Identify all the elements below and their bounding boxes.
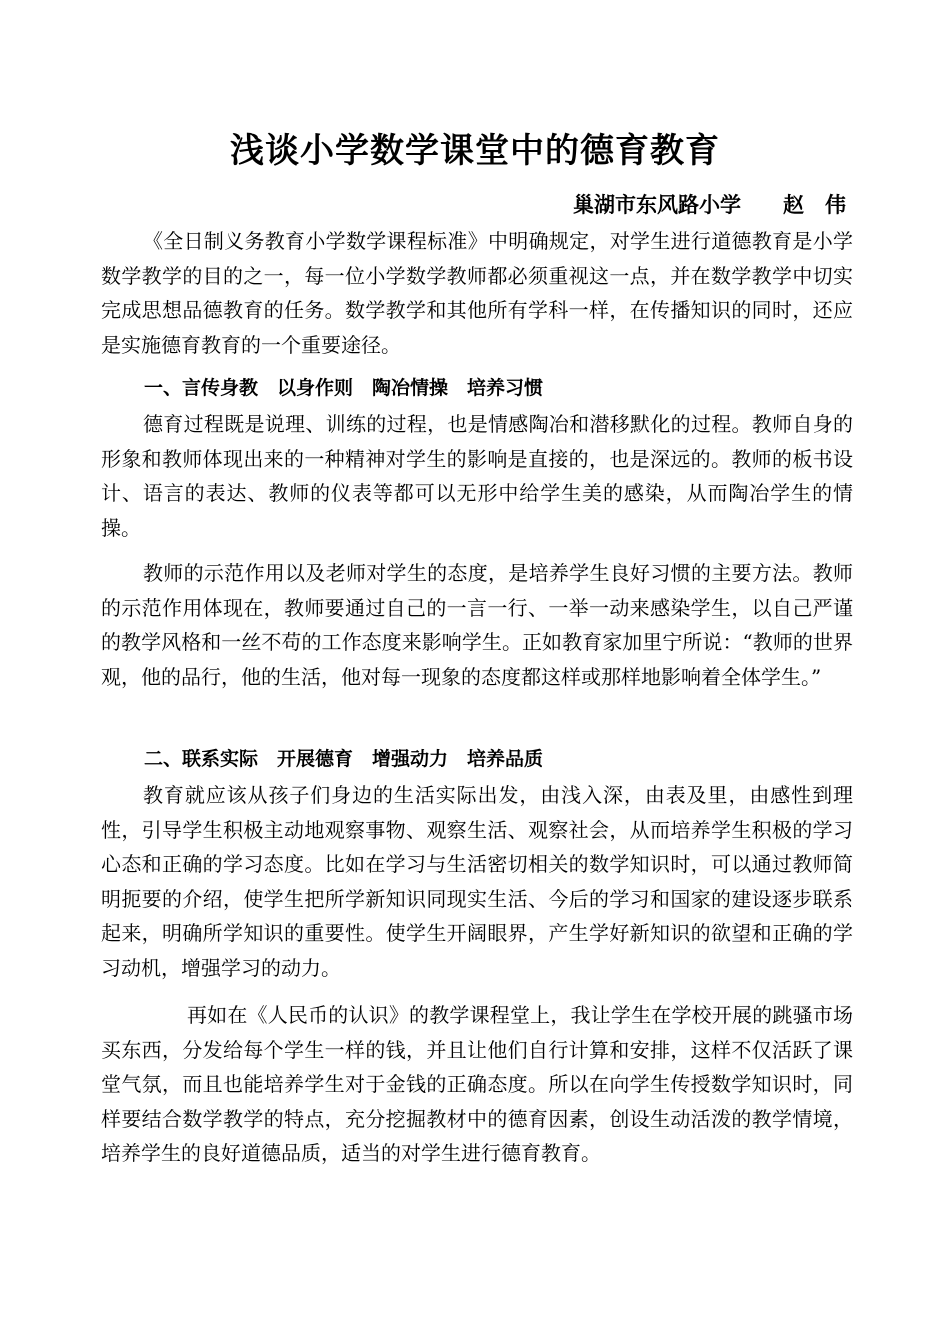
- paragraph-section2-b: 再如在《人民币的认识》的教学课程堂上，我让学生在学校开展的跳骚市场买东西，分发给每个学生一样的钱，并且让他们自行计算和安排，这样不仅活跃了课堂气氛，而且也能培养学生对于金钱的正确态度。所以在向学生传授数学知识时，同样要结合数学教学的特点，充分挖掘教材中的德育因素，创设生动活泼的教学情境，培养学生的良好道德品质，适当的对学生进行德育教育。: [101, 1003, 853, 1165]
- paragraph-section2-a: 教育就应该从孩子们身边的生活实际出发，由浅入深，由表及里，由感性到理性，引导学生积极主动地观察事物、观察生活、观察社会，从而培养学生积极的学习心态和正确的学习态度。比如在学习与生活密切相关的数学知识时，可以通过教师简明扼要的介绍，使学生把所学新知识同现实生活、今后的学习和国家的建设逐步联系起来，明确所学知识的重要性。使学生开阔眼界，产生学好新知识的欲望和正确的学习动机，增强学习的动力。: [101, 783, 853, 980]
- author-line: 巢湖市东风路小学 赵 伟: [573, 193, 846, 217]
- section-heading-2: 二、联系实际 开展德育 增强动力 培养品质: [144, 748, 544, 770]
- paragraph-section1-a: 德育过程既是说理、训练的过程，也是情感陶冶和潜移默化的过程。教师自身的形象和教师体现出来的一种精神对学生的影响是直接的，也是深远的。教师的板书设计、语言的表达、教师的仪表等都可以无形中给学生美的感染，从而陶冶学生的情操。: [101, 412, 853, 540]
- paragraph-intro: 《全日制义务教育小学数学课程标准》中明确规定，对学生进行道德教育是小学数学教学的目的之一，每一位小学数学教师都必须重视这一点，并在数学教学中切实完成思想品德教育的任务。数学教学和其他所有学科一样，在传播知识的同时，还应是实施德育教育的一个重要途径。: [101, 229, 853, 357]
- page-title: 浅谈小学数学课堂中的德育教育: [230, 131, 720, 171]
- paragraph-section1-b: 教师的示范作用以及老师对学生的态度，是培养学生良好习惯的主要方法。教师的示范作用体现在，教师要通过自己的一言一行、一举一动来感染学生，以自己严谨的教学风格和一丝不苟的工作态度来影响学生。正如教育家加里宁所说：“教师的世界观，他的品行，他的生活，他对每一现象的态度都这样或那样地影响着全体学生。”: [101, 561, 853, 689]
- section-heading-1: 一、言传身教 以身作则 陶冶情操 培养习惯: [144, 377, 544, 399]
